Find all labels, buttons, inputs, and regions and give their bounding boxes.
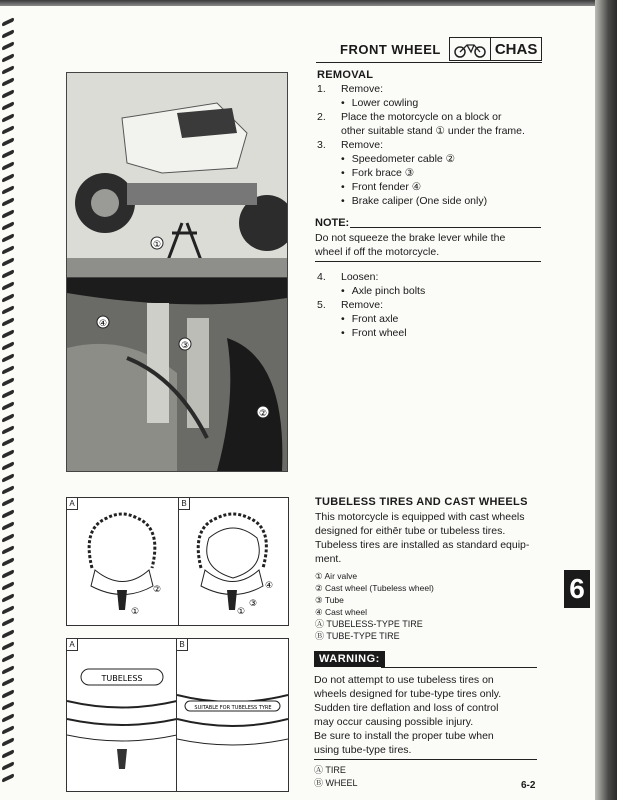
svg-text:①: ① <box>237 607 246 617</box>
photo-motorcycle-on-stand <box>66 72 288 279</box>
binding-coil <box>2 125 14 135</box>
removal-heading: REMOVAL <box>317 69 374 81</box>
header-title: FRONT WHEEL <box>340 41 441 57</box>
binding-coil <box>2 713 14 723</box>
warning-line-3: Sudden tire deflation and loss of control <box>314 702 499 714</box>
binding-coil <box>2 605 14 615</box>
binding-coil <box>2 377 14 387</box>
binding-coil <box>2 557 14 567</box>
binding-coil <box>2 101 14 111</box>
section-code: CHAS <box>491 37 543 61</box>
binding-coil <box>2 665 14 675</box>
note-bottom-rule <box>315 261 541 262</box>
legend-cast-wheel: ④ Cast wheel <box>315 607 368 617</box>
binding-coil <box>2 449 14 459</box>
note-rule <box>350 227 541 228</box>
step-3-bullet-3: • Front fender ④ <box>341 181 421 193</box>
legend-tube-type: Ⓑ TUBE-TYPE TIRE <box>315 631 400 641</box>
binding-coil <box>2 725 14 735</box>
step-5: 5. Remove: <box>317 299 384 311</box>
binding-coil <box>2 365 14 375</box>
binding-coil <box>2 209 14 219</box>
binding-coil <box>2 113 14 123</box>
step-3: 3. Remove: <box>317 139 384 151</box>
binding-coil <box>2 461 14 471</box>
warning-line-1: Do not attempt to use tubeless tires on <box>314 674 494 686</box>
binding-coil <box>2 329 14 339</box>
binding-coil <box>2 737 14 747</box>
figure-tire-stamp: A TUBELESS <box>66 638 178 792</box>
binding-coil <box>2 581 14 591</box>
warning-bottom-rule <box>314 759 537 760</box>
binding-coil <box>2 281 14 291</box>
step-3-bullet-4: • Brake caliper (One side only) <box>341 195 487 207</box>
binding-coil <box>2 353 14 363</box>
svg-text:SUITABLE FOR TUBELESS TYRE: SUITABLE FOR TUBELESS TYRE <box>194 705 272 711</box>
figure-wheel-stamp: B SUITABLE FOR TUBELESS TYRE <box>176 638 289 792</box>
photo1-callout: ① <box>153 240 162 250</box>
photo2-callout-4: ④ <box>99 319 108 329</box>
binding-coil <box>2 641 14 651</box>
legend-tubeless-type: Ⓐ TUBELESS-TYPE TIRE <box>315 619 423 629</box>
binding-coil <box>2 137 14 147</box>
binding-coil <box>2 569 14 579</box>
svg-text:③: ③ <box>249 599 258 609</box>
binding-coil <box>2 257 14 267</box>
section-header <box>340 36 542 62</box>
binding-coil <box>2 485 14 495</box>
binding-coil <box>2 53 14 63</box>
warning-line-6: using tube-type tires. <box>314 744 412 756</box>
step-1: 1. Remove: <box>317 83 384 95</box>
binding-coil <box>2 593 14 603</box>
binding-coil <box>2 701 14 711</box>
legend-cast-wheel-tubeless: ② Cast wheel (Tubeless wheel) <box>315 583 434 593</box>
svg-text:②: ② <box>153 585 162 595</box>
binding-coil <box>2 437 14 447</box>
binding-coil <box>2 413 14 423</box>
binding-coil <box>2 161 14 171</box>
binding-coil <box>2 245 14 255</box>
warning-label: WARNING: <box>314 651 385 667</box>
binding-coil <box>2 341 14 351</box>
warning-line-2: wheels designed for tube-type tires only. <box>314 688 502 700</box>
binding-coil <box>2 509 14 519</box>
tubeless-body-4: ment. <box>315 553 342 565</box>
step-4: 4. Loosen: <box>317 271 379 283</box>
figure-tube-section: B ④ ③ ① <box>178 497 289 626</box>
note-label: NOTE: <box>315 217 350 229</box>
binding-coil <box>2 77 14 87</box>
binding-coil <box>2 17 14 27</box>
binding-coil <box>2 149 14 159</box>
note-line-2: wheel if off the motorcycle. <box>315 246 440 258</box>
page-number: 6-2 <box>521 780 536 791</box>
legend-tube: ③ Tube <box>315 595 344 605</box>
page-right-edge <box>595 0 617 800</box>
binding-coil <box>2 197 14 207</box>
binding-coil <box>2 761 14 771</box>
tubeless-heading: TUBELESS TIRES AND CAST WHEELS <box>315 496 528 508</box>
step-3-bullet-1: • Speedometer cable ② <box>341 153 455 165</box>
photo2-callout-2: ② <box>259 409 268 419</box>
step-1-bullet: • Lower cowling <box>341 97 418 109</box>
chapter-tab: 6 <box>564 570 590 608</box>
photo2-callout-3: ③ <box>181 341 190 351</box>
step-4-bullet: • Axle pinch bolts <box>341 285 425 297</box>
binding-coil <box>2 521 14 531</box>
binding-coil <box>2 305 14 315</box>
spiral-binding <box>0 20 16 800</box>
figure-tubeless-section: A ② ① <box>66 497 180 626</box>
header-rule <box>316 62 542 63</box>
svg-text:④: ④ <box>265 581 274 591</box>
binding-coil <box>2 389 14 399</box>
binding-coil <box>2 41 14 51</box>
binding-coil <box>2 29 14 39</box>
binding-coil <box>2 773 14 783</box>
legend-tire: Ⓐ TIRE <box>314 765 346 775</box>
binding-coil <box>2 545 14 555</box>
binding-coil <box>2 401 14 411</box>
binding-coil <box>2 293 14 303</box>
page-top-edge <box>0 0 617 6</box>
tubeless-body-2: designed for eithēr tube or tubeless tires. <box>315 525 506 537</box>
step-2-continued: other suitable stand ① under the frame. <box>341 125 525 137</box>
legend-wheel: Ⓑ WHEEL <box>314 778 358 788</box>
binding-coil <box>2 317 14 327</box>
binding-coil <box>2 173 14 183</box>
binding-coil <box>2 221 14 231</box>
photo-front-fork <box>66 277 288 472</box>
warning-line-5: Be sure to install the proper tube when <box>314 730 494 742</box>
warning-rule <box>381 667 537 668</box>
binding-coil <box>2 677 14 687</box>
tubeless-body-3: Tubeless tires are installed as standard equip- <box>315 539 530 551</box>
binding-coil <box>2 473 14 483</box>
tubeless-body-1: This motorcycle is equipped with cast wheels <box>315 511 525 523</box>
step-5-bullet-2: • Front wheel <box>341 327 407 339</box>
binding-coil <box>2 617 14 627</box>
binding-coil <box>2 533 14 543</box>
binding-coil <box>2 233 14 243</box>
svg-text:TUBELESS: TUBELESS <box>101 674 143 683</box>
binding-coil <box>2 185 14 195</box>
binding-coil <box>2 89 14 99</box>
binding-coil <box>2 497 14 507</box>
step-2: 2. Place the motorcycle on a block or <box>317 111 502 123</box>
binding-coil <box>2 629 14 639</box>
binding-coil <box>2 653 14 663</box>
step-5-bullet-1: • Front axle <box>341 313 398 325</box>
legend-air-valve: ① Air valve <box>315 571 358 581</box>
binding-coil <box>2 65 14 75</box>
warning-line-4: may occur causing possible injury. <box>314 716 474 728</box>
note-line-1: Do not squeeze the brake lever while the <box>315 232 506 244</box>
binding-coil <box>2 269 14 279</box>
binding-coil <box>2 749 14 759</box>
binding-coil <box>2 689 14 699</box>
binding-coil <box>2 425 14 435</box>
motorcycle-icon <box>449 37 491 61</box>
svg-text:①: ① <box>131 607 140 617</box>
step-3-bullet-2: • Fork brace ③ <box>341 167 414 179</box>
